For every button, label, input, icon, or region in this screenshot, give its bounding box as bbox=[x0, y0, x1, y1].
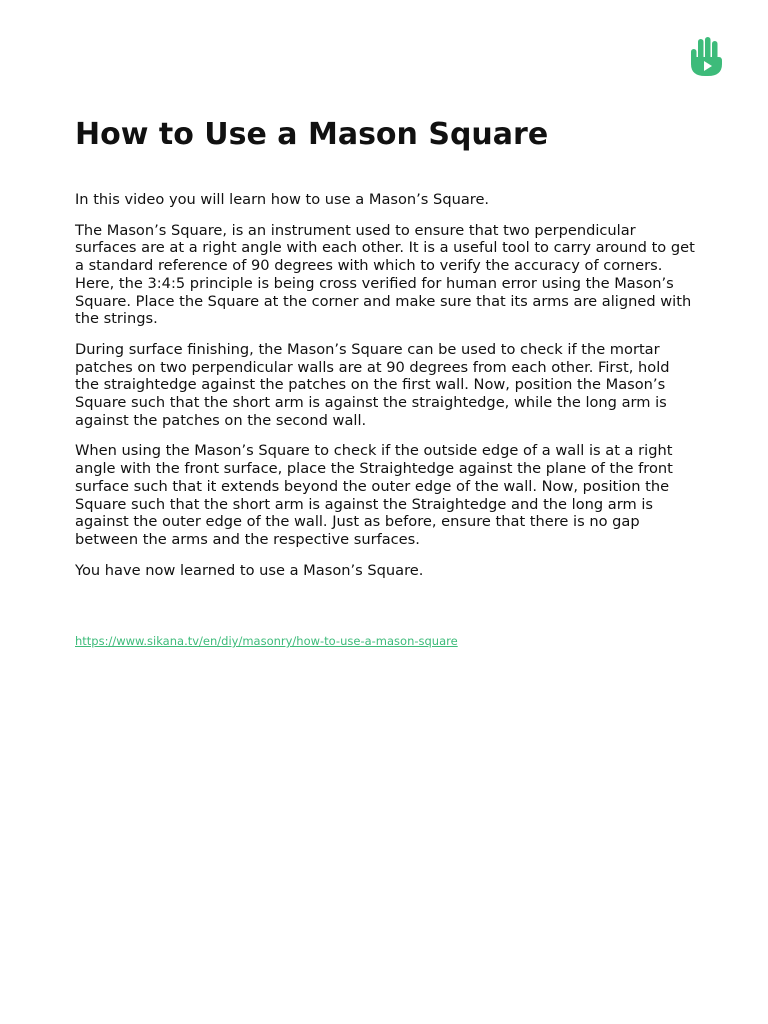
paragraph-conclusion: You have now learned to use a Mason’s Square. bbox=[75, 561, 424, 579]
source-link[interactable]: https://www.sikana.tv/en/diy/masonry/how-to-use-a-mason-square bbox=[75, 634, 458, 648]
document-title: How to Use a Mason Square bbox=[75, 117, 549, 152]
paragraph-intro: In this video you will learn how to use a Mason’s Square. bbox=[75, 191, 490, 208]
paragraph-definition: The Mason’s Square, is an instrument used to ensure that two perpendicular surfaces are at a right angle with each other. It is a useful tool to carry around to get a standard reference of 90 degrees with which to verify the accuracy of corners. Here, the 3:4:5 principle is being cross verified for human error using the Mason’s Square. Place the Square at the corner and make sure that its arms are aligned with the strings. bbox=[75, 221, 695, 328]
paragraph-outside-edge: When using the Mason’s Square to check if the outside edge of a wall is at a right angle with the front surface, place the Straightedge against the plane of the front surface such that it extends beyond the outer edge of the wall. Now, position the Square such that the short arm is against the Straightedge and the long arm is against the outer edge of the wall. Just as before, ensure that there is no gap between the arms and the respective surfaces. bbox=[75, 442, 673, 548]
paragraph-surface-finishing: During surface finishing, the Mason’s Square can be used to check if the mortar patches on two perpendicular walls are at 90 degrees from each other. First, hold the straightedge against the patches on the first wall. Now, position the Mason’s Square such that the short arm is against the straightedge, while the long arm is against the patches on the second wall. bbox=[75, 340, 670, 429]
sikana-logo-icon bbox=[691, 37, 723, 77]
document-body bbox=[75, 191, 695, 592]
